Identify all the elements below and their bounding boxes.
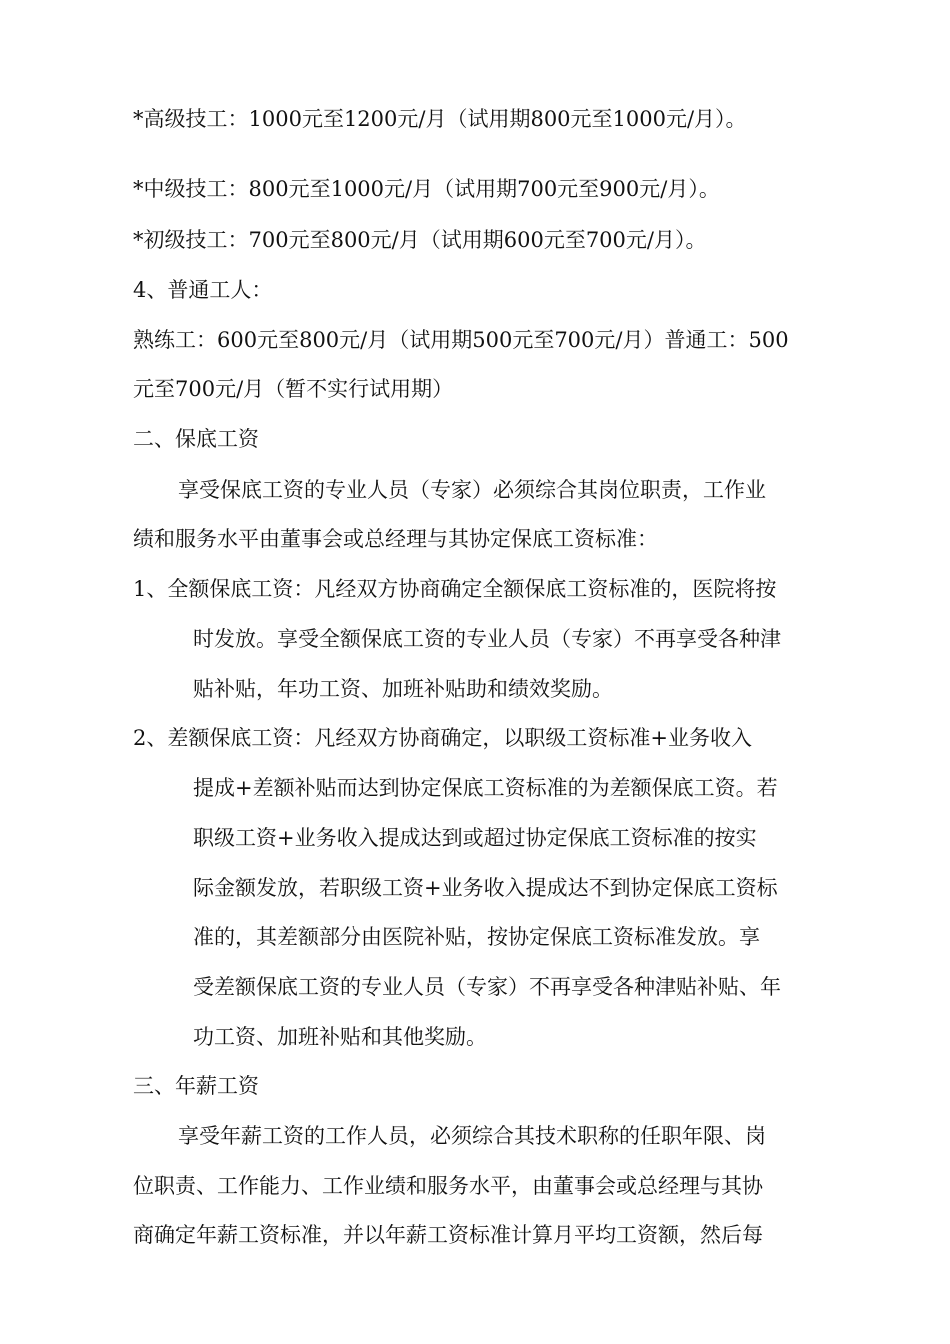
text-line: 享受保底工资的专业人员（专家）必须综合其岗位职责，工作业 — [178, 478, 766, 502]
text-line: 享受年薪工资的工作人员，必须综合其技术职称的任职年限、岗 — [178, 1124, 766, 1148]
text-line: 准的，其差额部分由医院补贴，按协定保底工资标准发放。享 — [193, 925, 760, 949]
text-line: 商确定年薪工资标准，并以年薪工资标准计算月平均工资额，然后每 — [133, 1223, 763, 1247]
text-line: 2、差额保底工资：凡经双方协商确定，以职级工资标准+业务收入 — [133, 726, 752, 750]
text-line: 职级工资+业务收入提成达到或超过协定保底工资标准的按实 — [193, 826, 757, 850]
text-line: 贴补贴，年功工资、加班补贴助和绩效奖励。 — [193, 677, 613, 701]
text-line: 4、普通工人： — [133, 278, 273, 302]
text-line: 1、全额保底工资：凡经双方协商确定全额保底工资标准的，医院将按 — [133, 577, 777, 601]
text-line: 元至700元/月（暂不实行试用期） — [133, 377, 454, 401]
text-line: 际金额发放，若职级工资+业务收入提成达不到协定保底工资标 — [193, 876, 778, 900]
text-line: 提成+差额补贴而达到协定保底工资标准的为差额保底工资。若 — [193, 776, 778, 800]
section-heading: 二、保底工资 — [133, 427, 259, 451]
section-heading: 三、年薪工资 — [133, 1074, 259, 1098]
text-line: *高级技工：1000元至1200元/月（试用期800元至1000元/月）。 — [133, 107, 747, 131]
text-line: 受差额保底工资的专业人员（专家）不再享受各种津贴补贴、年 — [193, 975, 781, 999]
text-line: 位职责、工作能力、工作业绩和服务水平，由董事会或总经理与其协 — [133, 1174, 763, 1198]
text-line: 功工资、加班补贴和其他奖励。 — [193, 1025, 487, 1049]
text-line: *中级技工：800元至1000元/月（试用期700元至900元/月）。 — [133, 177, 720, 201]
text-line: 绩和服务水平由董事会或总经理与其协定保底工资标准： — [133, 527, 658, 551]
text-line: *初级技工：700元至800元/月（试用期600元至700元/月）。 — [133, 228, 707, 252]
text-line: 时发放。享受全额保底工资的专业人员（专家）不再享受各种津 — [193, 627, 781, 651]
text-line: 熟练工：600元至800元/月（试用期500元至700元/月）普通工：500 — [133, 328, 789, 352]
